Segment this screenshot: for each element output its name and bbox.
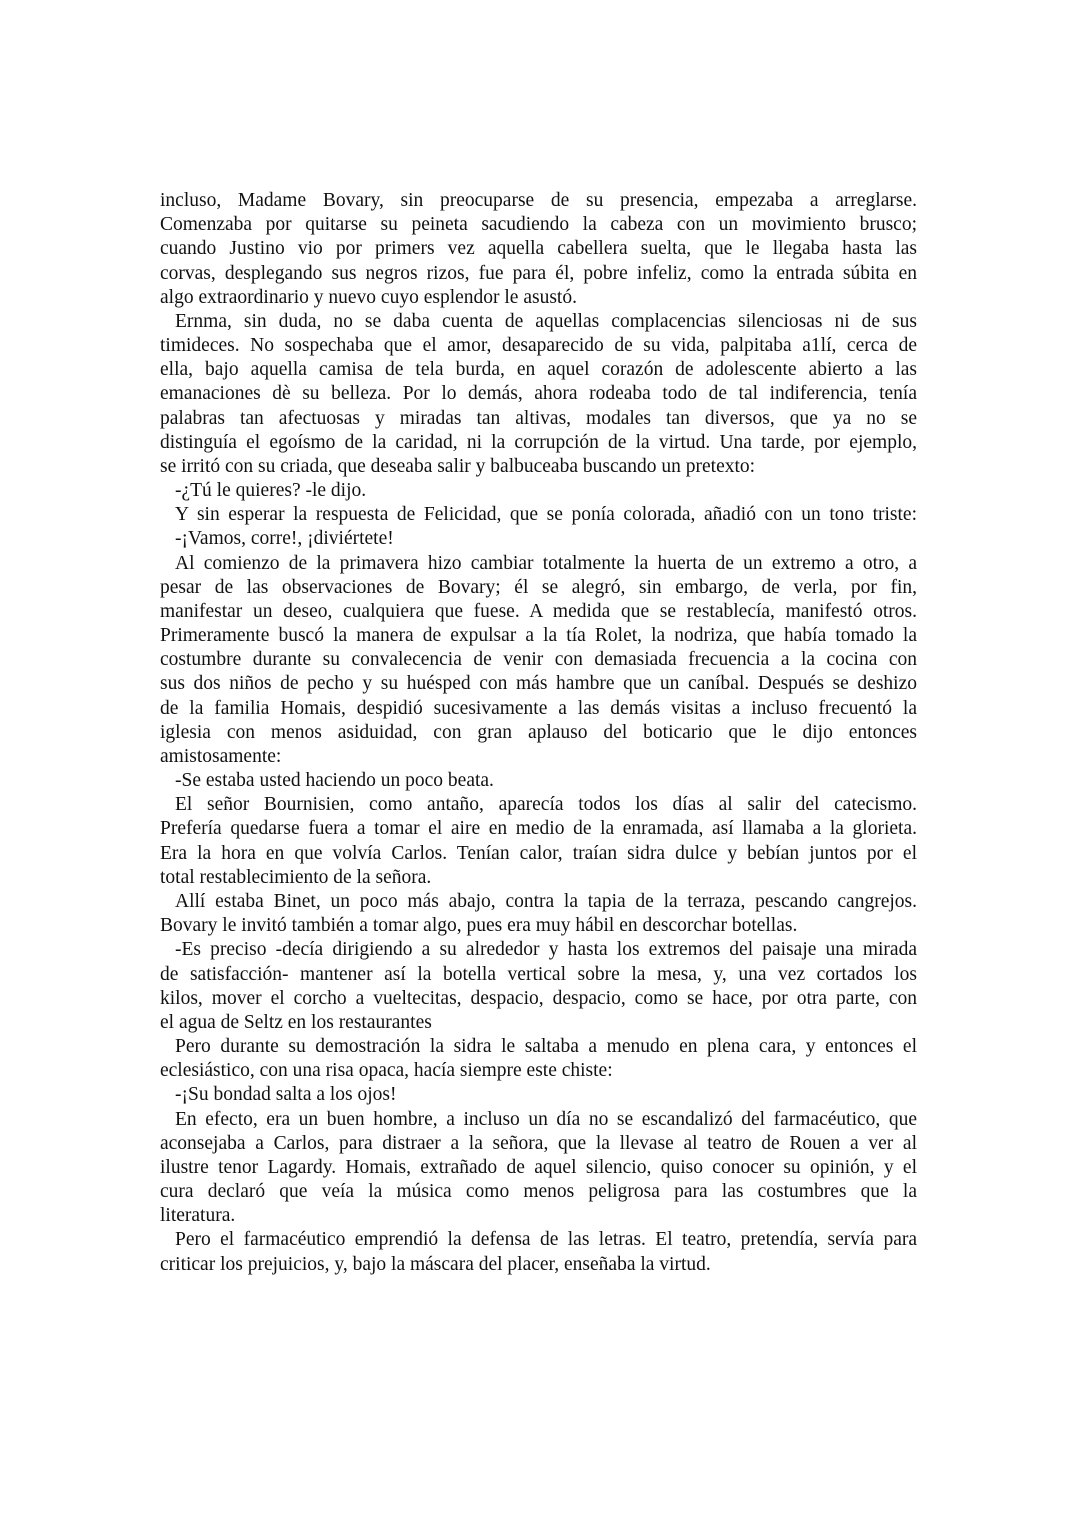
document-body xyxy=(160,189,917,1277)
text-line: corvas, desplegando sus negros rizos, fue para él, pobre infeliz, como la entrada súbita en xyxy=(160,262,917,284)
text-line: de la familia Homais, despidió sucesivamente a las demás visitas a incluso frecuentó la xyxy=(160,697,917,719)
text-line: iglesia con menos asiduidad, con gran aplauso del boticario que le dijo entonces xyxy=(160,721,917,743)
text-line: cura declaró que veía la música como menos peligrosa para las costumbres que la xyxy=(160,1181,917,1203)
text-line: Ernma, sin duda, no se daba cuenta de aquellas complacencias silenciosas ni de sus xyxy=(175,310,917,332)
text-line: timideces. No sospechaba que el amor, desaparecido de su vida, palpitaba a1lí, cerca de xyxy=(160,335,917,357)
text-line: distinguía el egoísmo de la caridad, ni la corrupción de la virtud. Una tarde, por ejemplo, xyxy=(160,431,917,453)
text-line: ella, bajo aquella camisa de tela burda, en aquel corazón de adolescente abierto a las xyxy=(160,359,917,381)
text-line: criticar los prejuicios, y, bajo la máscara del placer, enseñaba la virtud. xyxy=(160,1253,711,1275)
text-line: kilos, mover el corcho a vueltecitas, despacio, despacio, como se hace, por otra parte, con xyxy=(160,987,917,1009)
text-line: Pero durante su demostración la sidra le saltaba a menudo en plena cara, y entonces el xyxy=(175,1036,917,1058)
text-line: Al comienzo de la primavera hizo cambiar totalmente la huerta de un extremo a otro, a xyxy=(175,552,917,574)
text-line: pesar de las observaciones de Bovary; él se alegró, sin embargo, de verla, por fin, xyxy=(160,576,917,598)
text-line: Allí estaba Binet, un poco más abajo, contra la tapia de la terraza, pescando cangrejos. xyxy=(175,890,917,912)
text-line: -¿Tú le quieres? -le dijo. xyxy=(175,480,367,502)
text-line: -Se estaba usted haciendo un poco beata. xyxy=(175,770,494,792)
text-line: -¡Vamos, corre!, ¡diviértete! xyxy=(175,528,394,550)
text-line: Era la hora en que volvía Carlos. Tenían calor, traían sidra dulce y bebían juntos por el xyxy=(160,842,917,864)
text-line: Primeramente buscó la manera de expulsar a la tía Rolet, la nodriza, que había tomado la xyxy=(160,625,917,647)
text-line: cuando Justino vio por primers vez aquella cabellera suelta, que le llegaba hasta las xyxy=(160,238,917,260)
text-line: total restablecimiento de la señora. xyxy=(160,866,432,888)
text-line: Y sin esperar la respuesta de Felicidad, que se ponía colorada, añadió con un tono triste: xyxy=(175,504,917,526)
text-line: de satisfacción- mantener así la botella vertical sobre la mesa, y, una vez cortados los xyxy=(160,963,917,985)
text-line: eclesiástico, con una risa opaca, hacía siempre este chiste: xyxy=(160,1060,613,1082)
text-line: En efecto, era un buen hombre, a incluso un día no se escandalizó del farmacéutico, que xyxy=(175,1108,917,1130)
text-line: sus dos niños de pecho y su huésped con más hambre que un caníbal. Después se deshizo xyxy=(160,673,917,695)
text-line: aconsejaba a Carlos, para distraer a la señora, que la llevase al teatro de Rouen a ver al xyxy=(160,1132,917,1154)
text-line: palabras tan afectuosas y miradas tan altivas, modales tan diversos, que ya no se xyxy=(160,407,917,429)
text-line: El señor Bournisien, como antaño, aparecía todos los días al salir del catecismo. xyxy=(175,794,917,816)
text-line: -¡Su bondad salta a los ojos! xyxy=(175,1084,397,1106)
text-line: Pero el farmacéutico emprendió la defensa de las letras. El teatro, pretendía, servía para xyxy=(175,1229,917,1251)
text-line: costumbre durante su convalecencia de venir con demasiada frecuencia a la cocina con xyxy=(160,649,917,671)
text-line: Comenzaba por quitarse su peineta sacudiendo la cabeza con un movimiento brusco; xyxy=(160,214,917,236)
text-line: amistosamente: xyxy=(160,745,282,767)
text-line: ilustre tenor Lagardy. Homais, extrañado de aquel silencio, quiso conocer su opinión, y el xyxy=(160,1156,917,1178)
text-line: algo extraordinario y nuevo cuyo esplendor le asustó. xyxy=(160,286,577,308)
text-line: incluso, Madame Bovary, sin preocuparse de su presencia, empezaba a arreglarse. xyxy=(160,190,917,211)
text-line: manifestar un deseo, cualquiera que fuese. A medida que se restablecía, manifestó otros. xyxy=(160,600,917,622)
text-line: Prefería quedarse fuera a tomar el aire en medio de la enramada, así llamaba a la glorieta. xyxy=(160,818,917,840)
text-line: -Es preciso -decía dirigiendo a su alrededor y hasta los extremos del paisaje una mirada xyxy=(175,939,917,961)
text-line: el agua de Seltz en los restaurantes xyxy=(160,1011,432,1033)
text-line: literatura. xyxy=(160,1205,236,1227)
text-line: Bovary le invitó también a tomar algo, pues era muy hábil en descorchar botellas. xyxy=(160,915,798,937)
text-line: emanaciones dè su belleza. Por lo demás, ahora rodeaba todo de tal indiferencia, tenía xyxy=(160,383,917,405)
text-line: se irritó con su criada, que deseaba salir y balbuceaba buscando un pretexto: xyxy=(160,455,756,477)
